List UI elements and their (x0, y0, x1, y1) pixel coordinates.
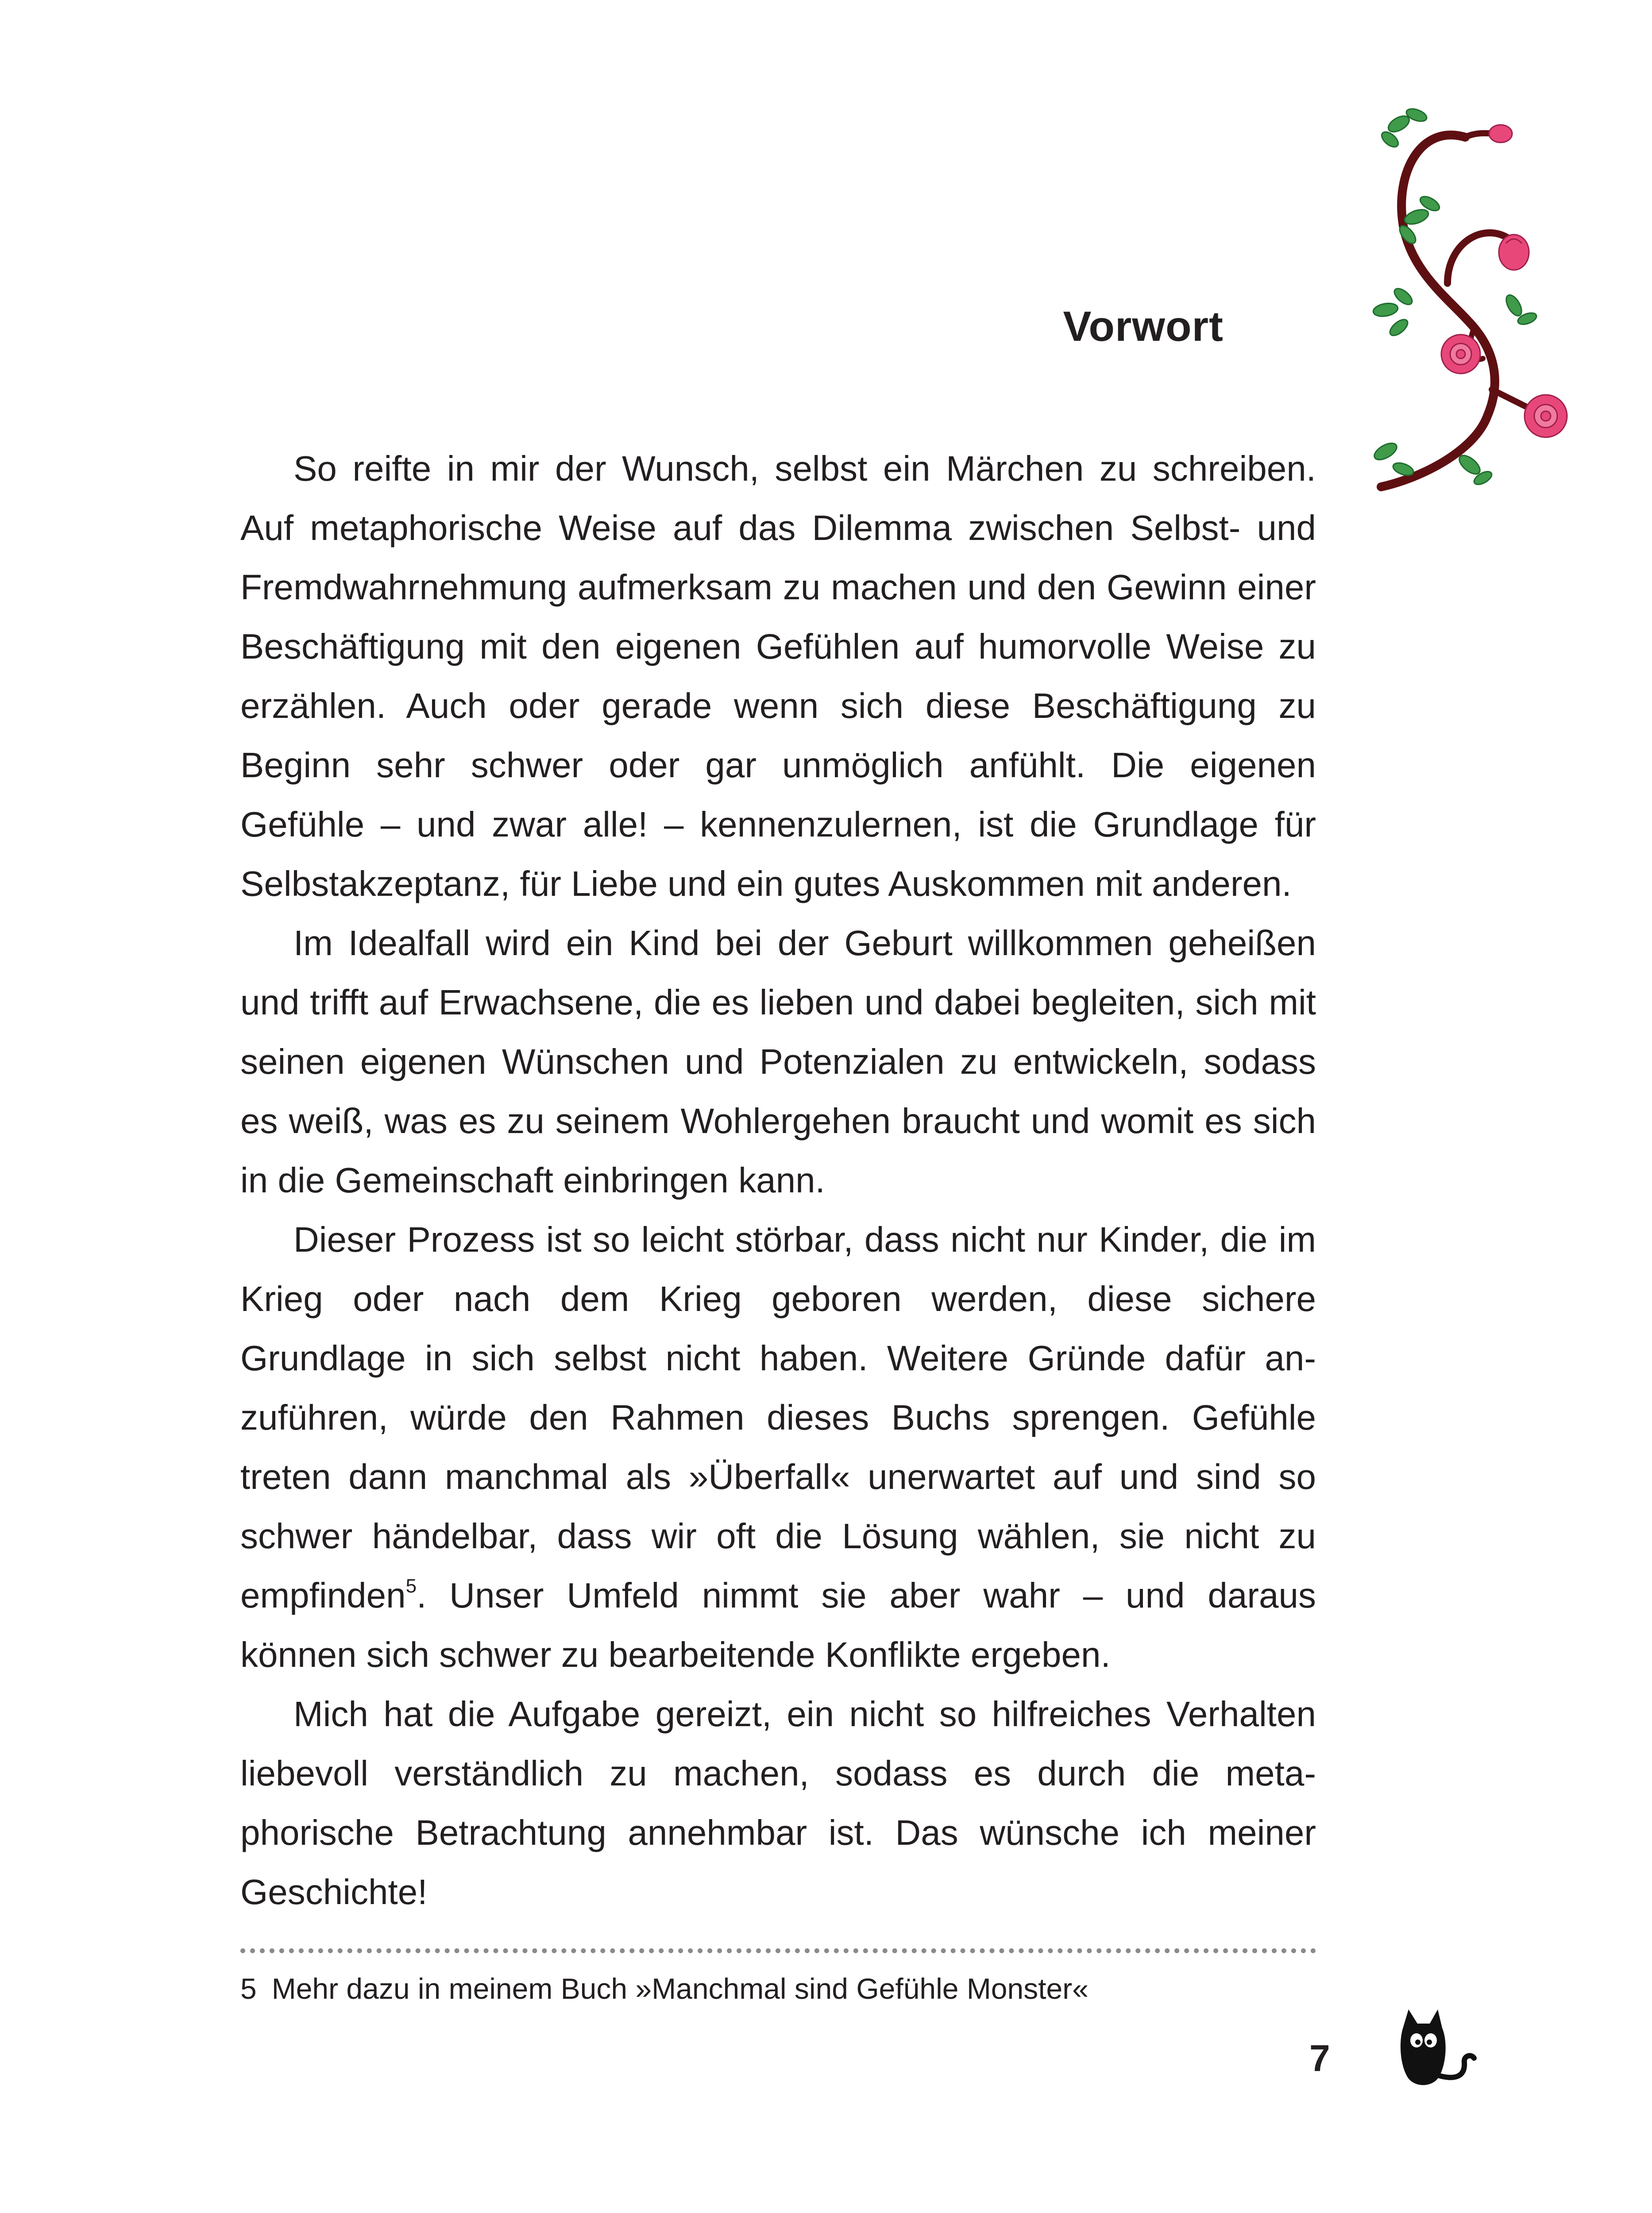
rose-vine-ornament (1368, 97, 1580, 509)
paragraph (240, 1210, 1316, 1685)
paragraph: Mich hat die Aufgabe gereizt, ein nicht so hilfreiches Verhalten liebevoll verständlich zu machen, sodass es durch die metaphorische Betrachtung annehmbar ist. Das wünsche ich meiner Geschichte! (240, 1694, 1316, 1912)
footnote-divider (240, 1948, 1316, 1953)
footnote-text: Mehr dazu in meinem Buch »Manchmal sind Gefühle Monster« (271, 1972, 1088, 2005)
paragraph-text: Dieser Prozess ist so leicht störbar, dass nicht nur Kinder, die im Krieg oder nach dem Krieg geboren werden, diese sichere Grundlage in sich selbst nicht haben. Weitere Gründe dafür anzuführen, würde den Rahmen dieses Buchs sprengen. Gefühle treten dann manchmal als »Überfall« unerwartet auf und sind so schwer händelbar, dass wir oft die Lösung wählen, sie nicht zu empfinden (240, 1220, 1316, 1615)
footnote (240, 1969, 1316, 2009)
page-number: 7 (1309, 2037, 1330, 2079)
paragraph-text: . Unser Umfeld nimmt sie aber wahr – und daraus können sich schwer zu bearbeitende Konflikte ergeben. (240, 1576, 1316, 1674)
body-text (240, 439, 1316, 1922)
footnote-reference[interactable]: 5 (405, 1575, 417, 1597)
chapter-heading: Vorwort (1063, 303, 1224, 350)
footnote-number: 5 (240, 1972, 257, 2005)
black-cat-icon (1390, 2009, 1478, 2093)
paragraph: Im Idealfall wird ein Kind bei der Geburt willkommen geheißen und trifft auf Erwachsene, die es lieben und dabei begleiten, sich mit seinen eigenen Wünschen und Potenzialen zu entwickeln, sodass es weiß, was es zu seinem Wohlergehen braucht und womit es sich in die Gemeinschaft einbringen kann. (240, 923, 1316, 1200)
paragraph: So reifte in mir der Wunsch, selbst ein Märchen zu schreiben. Auf metaphorische Weise auf das Dilemma zwischen Selbst- und Fremdwahrnehmung aufmerksam zu machen und den Gewinn einer Beschäftigung mit den eigenen Gefühlen auf humorvolle Weise zu erzählen. Auch oder gerade wenn sich diese Beschäftigung zu Beginn sehr schwer oder gar unmöglich anfühlt. Die eigenen Gefühle – und zwar alle! – kennenzulernen, ist die Grundlage für Selbstakzeptanz, für Liebe und ein gutes Auskommen mit anderen. (240, 449, 1316, 903)
